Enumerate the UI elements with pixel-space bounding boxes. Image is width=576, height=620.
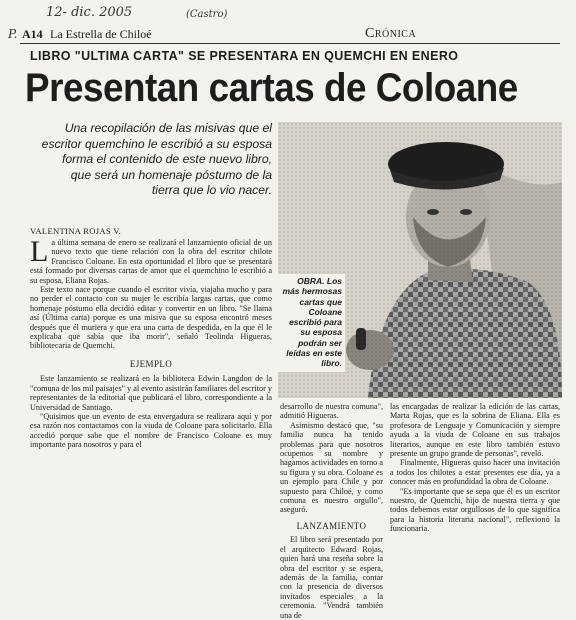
section-title: Crónica — [365, 26, 417, 41]
article-column-3 — [390, 402, 560, 590]
handwritten-source-note: (Castro) — [186, 9, 228, 20]
col3-paragraph-2: Finalmente, Higueras quiso hacer una invitación a todos los chilotes a estar presentes ese día, ya a conocer más en profundidad la obra de Coloane. — [390, 458, 560, 487]
paper-name: La Estrella de Chiloé — [50, 27, 152, 41]
col1-paragraph-1: a última semana de enero se realizará el lanzamiento oficial de un nuevo texto que tiene relación con la obra del escritor chilote Francisco Coloane. En esta oportunidad el libro que se presentará está formado por diversas cartas de amor que el quemchino le escribió a su esposa, Eliana Rojas. — [30, 238, 272, 285]
deck: Una recopilación de las misivas que el escritor quemchino le escribió a su esposa forma el contenido de este nuevo libro, que será un homenaje póstumo de la tierra que lo vio nacer. — [41, 121, 272, 198]
subhead-lanzamiento: LANZAMIENTO — [296, 520, 367, 531]
subhead-ejemplo: EJEMPLO — [129, 358, 173, 369]
col3-paragraph-3: "Es importante que se sepa que él es un escritor nuestro, de Quemchi, hijo de nuestra tierra y que todos debemos estar orgullosos de lo que significa para la historia literaria nacional", reflexionó la funcionaria. — [390, 486, 560, 534]
col2-paragraph-2: Asimismo destacó que, "su familia nunca ha tenido problemas para que nosotros ocupemos su nombre y hagamos actividades en torno a su figura y su obra. Coloane es un ejemplo para Chile y por supuesto para Chiloé, y como comuna es nuestro orgullo", aseguró. — [280, 420, 383, 515]
headline: Presentan cartas de Coloane — [25, 66, 518, 110]
col2-paragraph-3: El libro será presentado por el arquitecto Edward Rojas, quien hará una reseña sobre la obra del escritor y se espera, además de la familia, contar con la presencia de diversos invitados especiales a la ceremonia. "Vendrá también una de — [280, 535, 383, 620]
article-column-2 — [280, 402, 383, 620]
header-rule — [20, 43, 560, 44]
col1-paragraph-2: Este texto nace porque cuando el escritor vivía, viajaba mucho y para no perder el contacto con su mujer le escribía largas cartas, que como homenaje póstumo ella decidió editar y convertir en un libro. "Se llama así (Última carta) porque es una misiva que su esposa encontró meses después que él muriera y que era una carta de despedida, en la que él le explicaba que sabía que iba morir", señaló Teolinda Higueras, bibliotecaria de Quemchi. — [30, 285, 272, 351]
photo-caption — [278, 274, 345, 372]
photo-caption-lead: OBRA. — [297, 276, 325, 286]
page-label: A14 — [22, 27, 43, 41]
handwritten-page-marker: P. — [8, 27, 18, 41]
byline: VALENTINA ROJAS V. — [30, 226, 122, 236]
handwritten-date-note: 12- dic. 2005 — [46, 5, 133, 20]
col2-paragraph-1: desarrollo de nuestra comuna", admitió Higueras. — [280, 402, 383, 421]
drop-cap: L — [30, 235, 49, 268]
article-column-1 — [30, 235, 272, 588]
photo-caption-text: Los más hermosas cartas que Coloane escribió para su esposa podrán ser leídas en este libro. — [282, 276, 342, 369]
coloane-photo — [278, 122, 562, 398]
col1-paragraph-3: Este lanzamiento se realizará en la biblioteca Edwin Langdon de la "comuna de los mil paisajes" y al evento asistirán familiares del escritor y representantes de la editorial que publicará el libro, correspondiente a la Universidad de Santiago. — [30, 374, 272, 412]
col3-paragraph-1: las encargadas de realizar la edición de las cartas, Marta Rojas, que es la sobrina de Eliana. Ella es profesora de Lenguaje y Comunicación y siempre ayuda a la viuda de Coloane en sus trabajos literarios, aunque en este libro también estuvo presente un grupo grande de personas", reveló. — [390, 402, 560, 459]
kicker: LIBRO "ULTIMA CARTA" SE PRESENTARA EN QUEMCHI EN ENERO — [30, 49, 459, 63]
col1-paragraph-4: "Quisimos que un evento de esta envergadura se realizara aquí y por esa razón nos contactamos con la viuda de Coloane para solicitarlo. Ella accedió porque sabe que el nombre de Francisco Coloane es muy importante para nosotros y para el — [30, 411, 272, 450]
